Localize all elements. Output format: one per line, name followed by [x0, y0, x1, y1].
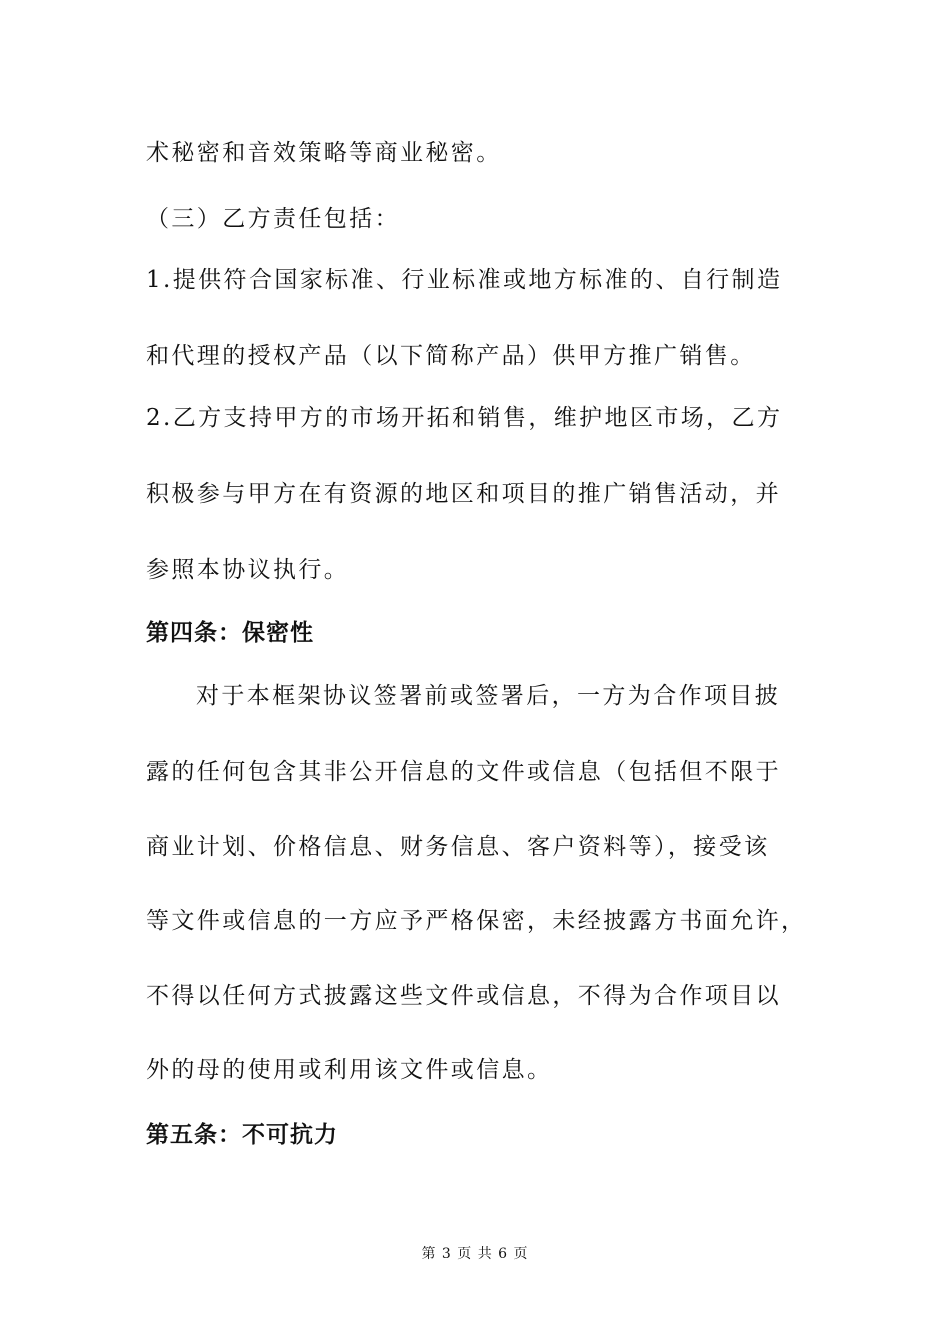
- body-line: 商业计划、价格信息、财务信息、客户资料等），接受该: [146, 834, 770, 860]
- subsection-heading: （三）乙方责任包括：: [146, 206, 400, 232]
- body-line: 1.提供符合国家标准、行业标准或地方标准的、自行制造: [146, 267, 783, 293]
- body-line: 参照本协议执行。: [146, 557, 350, 583]
- section-heading-force-majeure: 第五条：不可抗力: [146, 1122, 338, 1148]
- section-heading-confidentiality: 第四条：保密性: [146, 620, 314, 646]
- body-line: 术秘密和音效策略等商业秘密。: [146, 140, 502, 166]
- body-line: 对于本框架协议签署前或签署后，一方为合作项目披: [196, 683, 781, 709]
- body-line: 不得以任何方式披露这些文件或信息，不得为合作项目以: [146, 983, 781, 1009]
- page-number: 第 3 页 共 6 页: [421, 1246, 529, 1262]
- body-line: 等文件或信息的一方应予严格保密，未经披露方书面允许，: [146, 908, 807, 934]
- body-line: 外的母的使用或利用该文件或信息。: [146, 1057, 553, 1083]
- body-line: 和代理的授权产品（以下简称产品）供甲方推广销售。: [146, 343, 756, 369]
- body-line: 积极参与甲方在有资源的地区和项目的推广销售活动，并: [146, 481, 781, 507]
- body-line: 露的任何包含其非公开信息的文件或信息（包括但不限于: [146, 759, 781, 785]
- body-line: 2.乙方支持甲方的市场开拓和销售，维护地区市场，乙方: [146, 405, 783, 431]
